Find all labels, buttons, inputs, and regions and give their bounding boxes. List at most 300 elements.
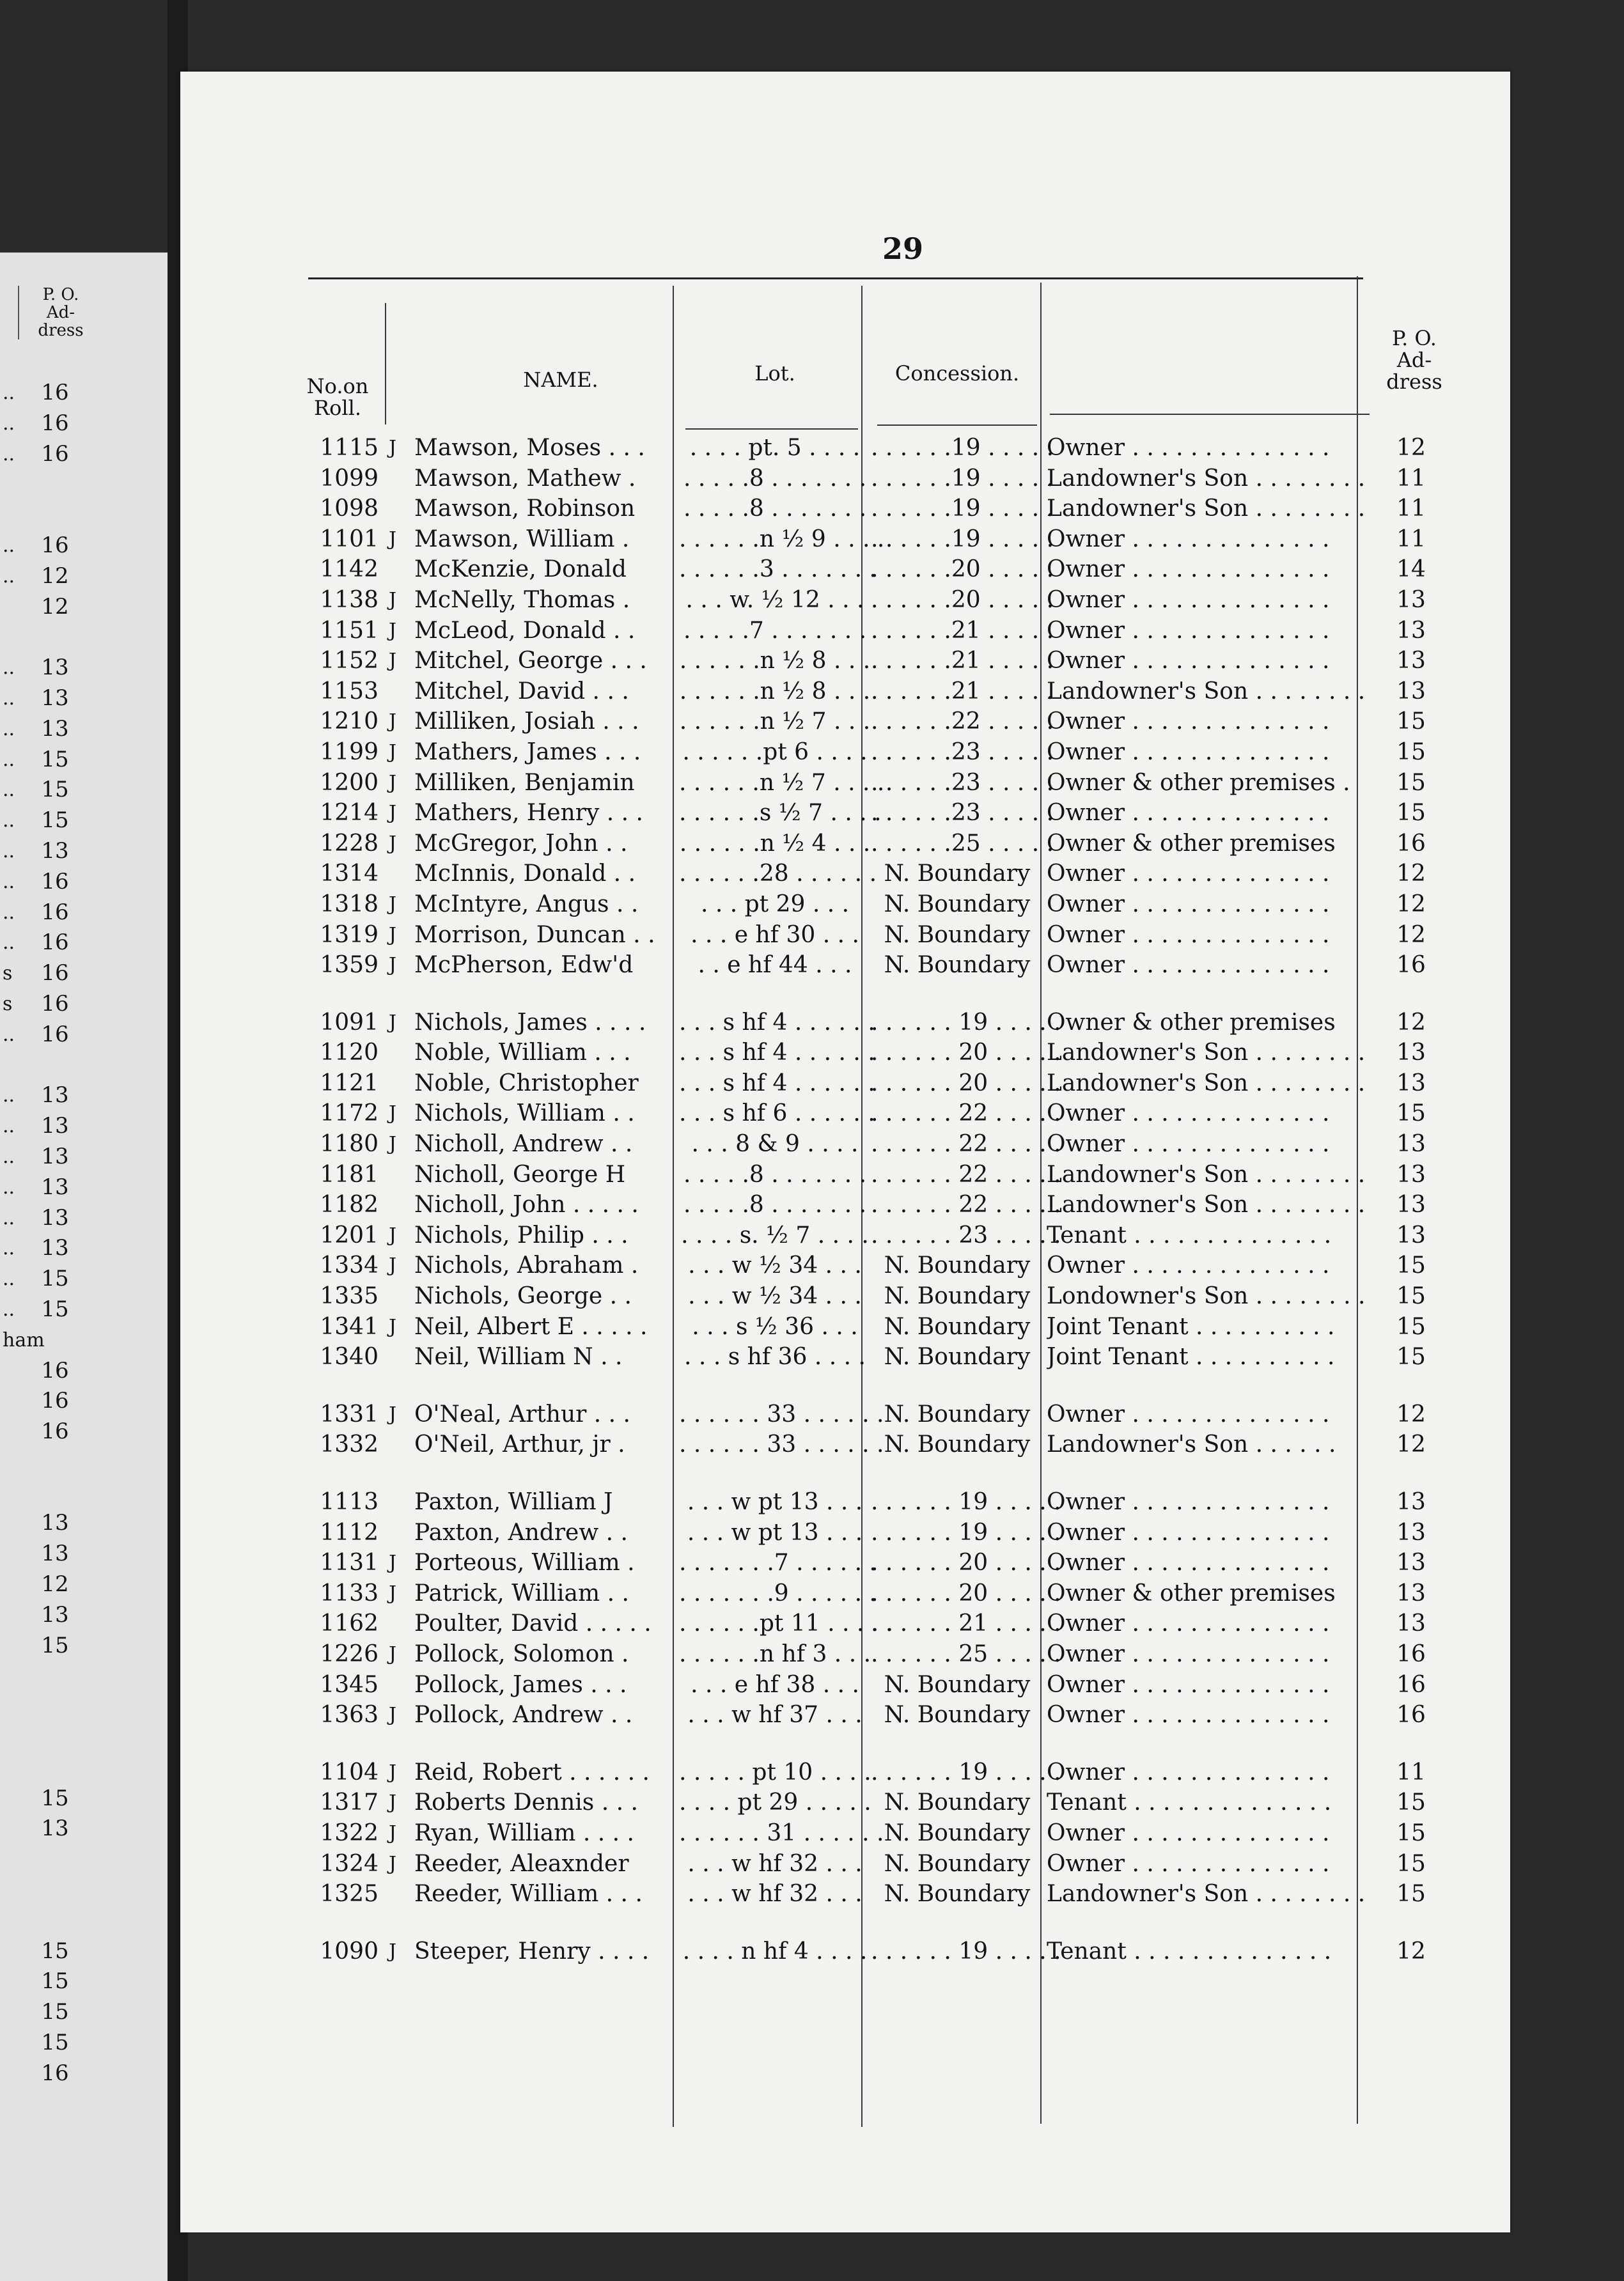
juror-mark: J (389, 1761, 397, 1784)
table-row (180, 1757, 1510, 1788)
left-po-row (0, 806, 160, 836)
left-row-prefix: .. (3, 839, 15, 862)
entry-name: Roberts Dennis . . . (414, 1789, 638, 1816)
lot-value: . . . . . . 33 . . . . . . (679, 1431, 884, 1458)
table-row (180, 616, 1510, 646)
po-address: 13 (1396, 1131, 1426, 1158)
concession-header: Concession. (894, 361, 1020, 385)
status-description: Owner . . . . . . . . . . . . . . (1047, 1100, 1330, 1127)
status-description: Owner . . . . . . . . . . . . . . (1047, 1489, 1330, 1515)
juror-mark: J (389, 527, 397, 550)
left-row-po-value: 13 (41, 837, 69, 864)
table-row (180, 1548, 1510, 1578)
left-po-row (0, 1631, 160, 1662)
lot-value: . . . s hf 4 . . . . . . (679, 1039, 875, 1066)
roll-number: 1182 (320, 1192, 379, 1218)
lot-value: . . . . . .pt 11 . . . . . (679, 1610, 894, 1637)
left-row-prefix: .. (3, 901, 15, 924)
po-address: 15 (1396, 1283, 1426, 1310)
left-row-po-value: 13 (41, 1235, 69, 1261)
concession-value: . . . . . . 20 . . . . . (871, 1550, 1061, 1576)
lot-value: . . . . . .n hf 3 . . . (679, 1640, 871, 1667)
lot-value: . . . . .7 . . . . . . . (683, 617, 867, 644)
po-address: 13 (1396, 1222, 1426, 1249)
concession-value: . . . . . .21 . . . . . (871, 678, 1054, 705)
lot-value: . . . s hf 4 . . . . . . (679, 1070, 875, 1096)
table-row (180, 1578, 1510, 1609)
table-row (180, 585, 1510, 616)
entry-name: Nichols, Abraham . (414, 1252, 639, 1279)
left-row-po-value: 16 (41, 990, 69, 1016)
juror-mark: J (389, 650, 397, 673)
entry-name: McPherson, Edw'd (414, 952, 634, 979)
left-row-po-value: 13 (41, 1601, 69, 1628)
po-address: 15 (1396, 738, 1426, 765)
table-row (180, 1068, 1510, 1099)
roll-number: 1200 (320, 769, 379, 796)
po-address: 15 (1396, 769, 1426, 796)
entry-name: Mawson, Moses . . . (414, 435, 645, 461)
concession-value: . . . . . .20 . . . . . (871, 556, 1054, 583)
po-address: 13 (1396, 1550, 1426, 1576)
left-row-po-value: 15 (41, 1632, 69, 1658)
roll-number: 1162 (320, 1610, 379, 1637)
po-address: 12 (1396, 1431, 1426, 1458)
po-address: 12 (1396, 1938, 1426, 1965)
left-row-po-value: 15 (41, 777, 69, 803)
juror-mark: J (389, 1582, 397, 1605)
left-row-prefix: .. (3, 382, 15, 404)
section-gap (180, 1910, 1510, 1936)
left-row-po-value: 16 (41, 532, 69, 558)
left-row-po-value: 16 (41, 1388, 69, 1414)
status-description: Owner . . . . . . . . . . . . . . (1047, 1401, 1330, 1428)
status-description: Owner . . . . . . . . . . . . . . (1047, 435, 1330, 461)
po-address: 15 (1396, 1819, 1426, 1846)
left-row-prefix: .. (3, 1084, 15, 1107)
left-row-po-value: 15 (41, 1266, 69, 1292)
roll-number: 1172 (320, 1100, 379, 1127)
po-address: 11 (1396, 1759, 1426, 1786)
po-address: 13 (1396, 1610, 1426, 1637)
left-po-row (0, 1508, 160, 1539)
table-row (180, 859, 1510, 889)
status-description: Owner . . . . . . . . . . . . . . (1047, 617, 1330, 644)
left-row-po-value: 15 (41, 1296, 69, 1322)
entry-name: Pollock, James . . . (414, 1671, 627, 1698)
left-po-row (0, 775, 160, 806)
table-row (180, 1342, 1510, 1373)
table-row (180, 1608, 1510, 1639)
lot-value: . . . w hf 37 . . . (687, 1702, 863, 1729)
entry-name: Nichols, George . . (414, 1283, 632, 1310)
concession-value: . . . . . .21 . . . . . (871, 617, 1054, 644)
lot-value: . . . s hf 36 . . . . (684, 1344, 866, 1371)
status-description: Landowner's Son . . . . . . . . (1047, 1070, 1366, 1096)
left-po-row (0, 653, 160, 683)
concession-value: N. Boundary (884, 891, 1031, 917)
roll-number: 1324 (320, 1850, 379, 1877)
left-row-po-value: 16 (41, 868, 69, 894)
juror-mark: J (389, 1704, 397, 1727)
left-po-row (0, 1997, 160, 2028)
left-row-po-value: 13 (41, 1174, 69, 1200)
left-po-row (0, 1356, 160, 1387)
lot-value: . . . . . .pt 6 . . . . (682, 738, 868, 765)
table-row (180, 706, 1510, 737)
status-description: Owner . . . . . . . . . . . . . . (1047, 1610, 1330, 1637)
left-po-row (0, 928, 160, 958)
table-row (180, 494, 1510, 524)
left-po-row (0, 683, 160, 714)
concession-value: . . . . . . 25 . . . . . (871, 1640, 1061, 1667)
entry-name: McLeod, Donald . . (414, 617, 636, 644)
juror-mark: J (389, 619, 397, 642)
entry-name: Noble, Christopher (414, 1070, 639, 1096)
left-row-prefix: .. (3, 1176, 15, 1199)
concession-value: . . . . . .19 . . . . . (871, 525, 1054, 552)
left-po-row (0, 1325, 160, 1356)
concession-value: . . . . . .22 . . . . . (871, 708, 1054, 735)
entry-name: McKenzie, Donald (414, 556, 627, 583)
left-row-prefix: .. (3, 1268, 15, 1291)
table-row (180, 1879, 1510, 1910)
left-po-row (0, 1661, 160, 1692)
lot-value: . . . . pt 29 . . . . . (679, 1789, 871, 1816)
po-address: 13 (1396, 1161, 1426, 1188)
status-description: Landowner's Son . . . . . . . . (1047, 678, 1366, 705)
entry-name: Poulter, David . . . . . (414, 1610, 652, 1637)
lot-value: . . . . . .3 . . . . . . . (679, 556, 877, 583)
left-po-row (0, 836, 160, 867)
roll-number: 1340 (320, 1344, 379, 1371)
status-description: Owner . . . . . . . . . . . . . . (1047, 1759, 1330, 1786)
entry-name: Neil, Albert E . . . . . (414, 1313, 648, 1340)
po-address: 12 (1396, 860, 1426, 887)
left-row-prefix: .. (3, 1237, 15, 1260)
po-address: 12 (1396, 435, 1426, 461)
left-row-prefix: .. (3, 1115, 15, 1138)
lot-value: . . . s hf 4 . . . . . . (679, 1009, 875, 1036)
left-row-prefix: s (3, 962, 13, 985)
juror-mark: J (389, 1821, 397, 1844)
left-po-row (0, 1814, 160, 1844)
left-po-row (0, 898, 160, 928)
juror-mark: J (389, 1011, 397, 1034)
juror-mark: J (389, 1315, 397, 1338)
table-row (180, 829, 1510, 859)
po-address: 16 (1396, 1702, 1426, 1729)
concession-value: N. Boundary (884, 1252, 1031, 1279)
status-description: Owner . . . . . . . . . . . . . . (1047, 921, 1330, 948)
roll-number: 1331 (320, 1401, 379, 1428)
po-address: 12 (1396, 891, 1426, 917)
left-row-po-value: 13 (41, 1113, 69, 1139)
po-address: 16 (1396, 1640, 1426, 1667)
left-po-row (0, 439, 160, 470)
table-row (180, 1250, 1510, 1281)
lot-value: . . . e hf 38 . . . (691, 1671, 859, 1698)
lot-header: Lot. (754, 361, 795, 385)
concession-value: . . . . . .25 . . . . . (871, 830, 1054, 857)
table-row (180, 1849, 1510, 1880)
status-description: Owner . . . . . . . . . . . . . . (1047, 1671, 1330, 1698)
lot-value: . . . . .8 . . . . . . . (683, 1161, 867, 1188)
entry-name: Mitchel, David . . . (414, 678, 629, 705)
page-number: 29 (882, 231, 923, 266)
roll-number: 1335 (320, 1283, 379, 1310)
left-row-prefix: .. (3, 748, 15, 771)
concession-value: . . . . . .19 . . . . . (871, 495, 1054, 522)
left-row-po-value: 13 (41, 1510, 69, 1536)
entry-name: Mawson, Robinson (414, 495, 636, 522)
po-address: 15 (1396, 1100, 1426, 1127)
left-row-po-value: 16 (41, 440, 69, 467)
po-address: 15 (1396, 1252, 1426, 1279)
lot-value: . . . . . . 33 . . . . . . (679, 1401, 884, 1428)
concession-value: . . . . . . 22 . . . . . (871, 1100, 1061, 1127)
lot-value: . . . e hf 30 . . . (691, 921, 859, 948)
entry-name: Nichols, Philip . . . (414, 1222, 629, 1249)
po-address: 16 (1396, 830, 1426, 857)
left-row-prefix: .. (3, 809, 15, 832)
left-po-row (0, 378, 160, 409)
concession-value: . . . . . .23 . . . . . (871, 738, 1054, 765)
table-row (180, 1312, 1510, 1343)
table-row (180, 1281, 1510, 1312)
lot-value: . . . . .8 . . . . . . . (683, 1192, 867, 1218)
concession-value: . . . . . . 19 . . . . . (871, 1759, 1061, 1786)
juror-mark: J (389, 802, 397, 825)
concession-value: N. Boundary (884, 1850, 1031, 1877)
section-gap (180, 1731, 1510, 1757)
left-row-po-value: 16 (41, 1419, 69, 1445)
status-description: Owner . . . . . . . . . . . . . . (1047, 860, 1330, 887)
juror-mark: J (389, 832, 397, 855)
desc-header-rule (1050, 414, 1370, 415)
left-row-prefix: .. (3, 534, 15, 557)
table-row (180, 1220, 1510, 1251)
entry-name: Porteous, William . (414, 1550, 635, 1576)
left-row-prefix: s (3, 992, 13, 1015)
concession-value: . . . . . .19 . . . . . (871, 465, 1054, 492)
left-po-row (0, 1111, 160, 1142)
status-description: Owner . . . . . . . . . . . . . . (1047, 738, 1330, 765)
left-row-prefix: .. (3, 779, 15, 802)
table-row (180, 1787, 1510, 1818)
left-row-po-value: 12 (41, 1571, 69, 1598)
juror-mark: J (389, 1403, 397, 1426)
lot-value: . . . w ½ 34 . . . (688, 1283, 862, 1310)
table-row (180, 554, 1510, 585)
roll-number: 1113 (320, 1489, 379, 1515)
po-address: 12 (1396, 1401, 1426, 1428)
concession-value: . . . . . . 20 . . . . . (871, 1039, 1061, 1066)
juror-mark: J (389, 1133, 397, 1156)
status-description: Tenant . . . . . . . . . . . . . . (1047, 1222, 1332, 1249)
register-table (180, 433, 1510, 1966)
po-address: 15 (1396, 1313, 1426, 1340)
concession-value: N. Boundary (884, 1401, 1031, 1428)
roll-number: 1317 (320, 1789, 379, 1816)
left-row-prefix: .. (3, 1145, 15, 1168)
left-row-po-value: 15 (41, 807, 69, 834)
register-page (180, 72, 1510, 2232)
entry-name: Nicholl, John . . . . . (414, 1192, 639, 1218)
left-row-po-value: 15 (41, 746, 69, 772)
left-row-po-value: 16 (41, 899, 69, 925)
status-description: Landowner's Son . . . . . . . . (1047, 465, 1366, 492)
juror-mark: J (389, 923, 397, 946)
entry-name: Paxton, Andrew . . (414, 1519, 628, 1546)
status-description: Owner & other premises (1047, 1580, 1336, 1607)
entry-name: Milliken, Benjamin (414, 769, 635, 796)
juror-mark: J (389, 1642, 397, 1665)
left-row-po-value: 16 (41, 930, 69, 956)
concession-value: . . . . . . 22 . . . . . (871, 1131, 1061, 1158)
left-row-prefix: .. (3, 442, 15, 465)
left-row-po-value: 13 (41, 655, 69, 681)
table-row (180, 1038, 1510, 1068)
lot-value: . . . . . .n ½ 4 . . . (679, 830, 871, 857)
table-row (180, 1008, 1510, 1038)
entry-name: Steeper, Henry . . . . (414, 1938, 650, 1965)
entry-name: Nichols, William . . (414, 1100, 635, 1127)
po-address: 16 (1396, 1671, 1426, 1698)
table-row (180, 1429, 1510, 1460)
left-po-row (0, 469, 160, 500)
roll-number: 1152 (320, 648, 379, 674)
entry-name: Pollock, Andrew . . (414, 1702, 633, 1729)
po-address: 11 (1396, 465, 1426, 492)
left-po-row (0, 1020, 160, 1050)
entry-name: McInnis, Donald . . (414, 860, 636, 887)
table-row (180, 1518, 1510, 1548)
roll-number: 1112 (320, 1519, 379, 1546)
name-header: NAME. (523, 368, 598, 392)
table-row (180, 920, 1510, 951)
left-row-po-value: 16 (41, 960, 69, 986)
roll-number: 1121 (320, 1070, 379, 1096)
left-po-row (0, 1539, 160, 1569)
roll-number: 1210 (320, 708, 379, 735)
entry-name: Nicholl, Andrew . . (414, 1131, 633, 1158)
left-row-po-value: 15 (41, 1968, 69, 1995)
concession-value: N. Boundary (884, 1431, 1031, 1458)
entry-name: Mathers, James . . . (414, 738, 641, 765)
po-address: 13 (1396, 586, 1426, 613)
entry-name: Mawson, William . (414, 525, 630, 552)
juror-mark: J (389, 1940, 397, 1963)
left-po-row (0, 1906, 160, 1936)
lot-value: . . . w hf 32 . . . (687, 1881, 863, 1908)
left-po-row (0, 1386, 160, 1417)
table-row (180, 676, 1510, 707)
status-description: Owner . . . . . . . . . . . . . . (1047, 1819, 1330, 1846)
concession-value: . . . . . . 21 . . . . . (871, 1610, 1061, 1637)
left-row-po-value: 12 (41, 563, 69, 589)
roll-number: 1153 (320, 678, 379, 705)
left-row-po-value: 13 (41, 1082, 69, 1109)
lot-value: . . . . .8 . . . . . . . (683, 495, 867, 522)
roll-number: 1138 (320, 586, 379, 613)
concession-value: N. Boundary (884, 921, 1031, 948)
left-po-row (0, 531, 160, 561)
status-description: Landowner's Son . . . . . . . . (1047, 1192, 1366, 1218)
left-row-prefix: .. (3, 870, 15, 893)
status-description: Owner . . . . . . . . . . . . . . (1047, 1550, 1330, 1576)
left-row-po-value: 13 (41, 685, 69, 711)
left-po-row (0, 592, 160, 623)
status-description: Tenant . . . . . . . . . . . . . . (1047, 1789, 1332, 1816)
entry-name: Patrick, William . . (414, 1580, 629, 1607)
status-description: Owner . . . . . . . . . . . . . . (1047, 556, 1330, 583)
status-description: Landowner's Son . . . . . . . . (1047, 1881, 1366, 1908)
left-po-row (0, 1844, 160, 1875)
concession-value: N. Boundary (884, 952, 1031, 979)
table-row (180, 433, 1510, 463)
juror-mark: J (389, 740, 397, 763)
lot-value: . . . w ½ 34 . . . (688, 1252, 862, 1279)
concession-value: . . . . . . 19 . . . . . (871, 1009, 1061, 1036)
left-row-po-value: 16 (41, 410, 69, 436)
juror-mark: J (389, 954, 397, 977)
left-po-row (0, 1692, 160, 1722)
left-po-row (0, 2059, 160, 2089)
status-description: Londowner's Son . . . . . . . . (1047, 1283, 1366, 1310)
po-header: P. O. Ad- dress (1386, 326, 1442, 394)
lot-value: . . . . n hf 4 . . . . (682, 1938, 868, 1965)
left-po-row (0, 1966, 160, 1997)
lot-value: . . . . . .n ½ 8 . . . (679, 678, 871, 705)
concession-value: . . . . . .19 . . . . . (871, 435, 1054, 461)
left-row-prefix: .. (3, 1298, 15, 1321)
juror-mark: J (389, 1224, 397, 1247)
concession-value: N. Boundary (884, 1881, 1031, 1908)
lot-value: . . . s hf 6 . . . . . . (679, 1100, 875, 1127)
status-description: Owner . . . . . . . . . . . . . . (1047, 586, 1330, 613)
status-description: Owner & other premises . (1047, 769, 1350, 796)
juror-mark: J (389, 437, 397, 459)
concession-value: N. Boundary (884, 1671, 1031, 1698)
left-po-row (0, 745, 160, 775)
entry-name: Neil, William N . . (414, 1344, 623, 1371)
entry-name: Reid, Robert . . . . . . (414, 1759, 650, 1786)
concession-value: . . . . . . 19 . . . . . (871, 1519, 1061, 1546)
left-row-prefix: .. (3, 1206, 15, 1229)
concession-value: . . . . . .21 . . . . . (871, 648, 1054, 674)
status-description: Owner . . . . . . . . . . . . . . (1047, 708, 1330, 735)
po-address: 12 (1396, 921, 1426, 948)
left-row-prefix: .. (3, 564, 15, 588)
left-po-row (0, 1936, 160, 1967)
left-po-row (0, 989, 160, 1020)
concession-value: N. Boundary (884, 1819, 1031, 1846)
entry-name: Reeder, William . . . (414, 1881, 643, 1908)
lot-value: . . . . . .n ½ 8 . . . (679, 648, 871, 674)
status-description: Owner . . . . . . . . . . . . . . (1047, 891, 1330, 917)
left-row-po-value: 15 (41, 1938, 69, 1964)
table-row (180, 463, 1510, 494)
concession-value: . . . . . . 19 . . . . . (871, 1489, 1061, 1515)
roll-number: 1131 (320, 1550, 379, 1576)
status-description: Landowner's Son . . . . . . . . (1047, 1039, 1366, 1066)
left-row-prefix: ham (3, 1328, 45, 1351)
left-page-fragment (0, 253, 168, 2281)
left-po-row (0, 500, 160, 531)
left-row-prefix: .. (3, 412, 15, 435)
lot-value: . . . . . .28 . . . . . . (679, 860, 877, 887)
